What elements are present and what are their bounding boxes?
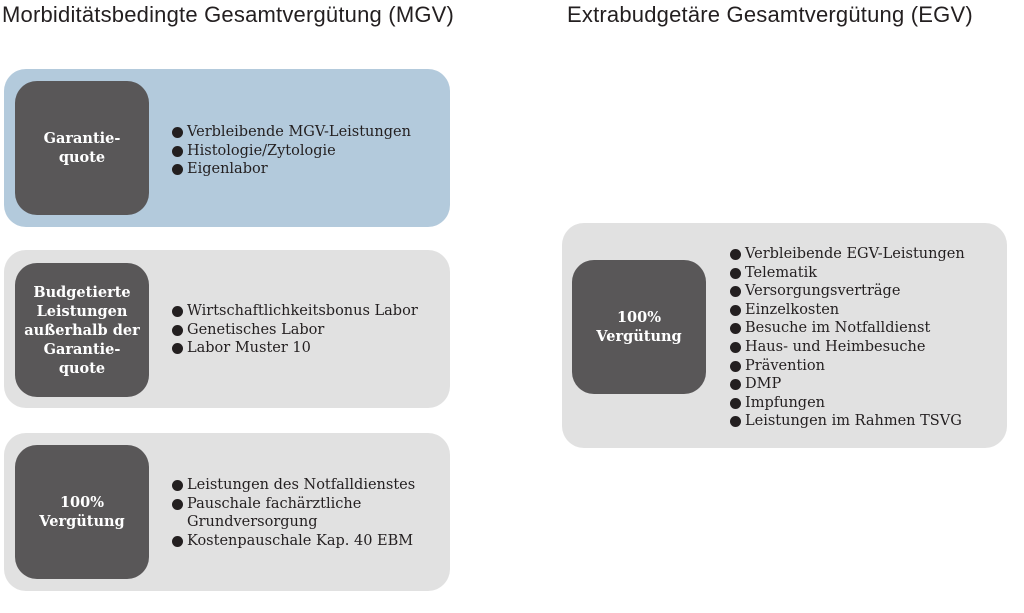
list-item: Telematik xyxy=(730,264,965,283)
egv-list-vollverguetung xyxy=(730,245,965,431)
list-item: Haus- und Heimbesuche xyxy=(730,338,965,357)
list-item: Leistungen im Rahmen TSVG xyxy=(730,412,965,431)
list-item: Besuche im Notfalldienst xyxy=(730,319,965,338)
list-item: Labor Muster 10 xyxy=(172,339,418,358)
list-item: Leistungen des Notfalldienstes xyxy=(172,476,415,495)
list-item: Impfungen xyxy=(730,394,965,413)
list-item: Verbleibende EGV-Leistungen xyxy=(730,245,965,264)
egv-heading: Extrabudgetäre Gesamtvergütung (EGV) xyxy=(567,2,973,27)
list-item: Histologie/Zytologie xyxy=(172,142,411,161)
mgv-list-budgetierte-leistungen xyxy=(172,302,418,358)
list-item: Prävention xyxy=(730,357,965,376)
list-item: Kostenpauschale Kap. 40 EBM xyxy=(172,532,415,551)
list-item: Genetisches Labor xyxy=(172,321,418,340)
mgv-list-vollverguetung xyxy=(172,476,415,550)
mgv-label-garantiequote: Garantie- quote xyxy=(15,81,149,215)
mgv-list-garantiequote xyxy=(172,123,411,179)
list-item: DMP xyxy=(730,375,965,394)
egv-label-vollverguetung: 100% Vergütung xyxy=(572,260,706,394)
list-item: Einzelkosten xyxy=(730,301,965,320)
mgv-heading: Morbiditätsbedingte Gesamtvergütung (MGV) xyxy=(2,2,455,27)
mgv-label-vollverguetung: 100% Vergütung xyxy=(15,445,149,579)
list-item: Versorgungsverträge xyxy=(730,282,965,301)
mgv-label-budgetierte-leistungen: Budgetierte Leistungen außerhalb der Garantie- quote xyxy=(15,263,149,397)
list-item: Pauschale fachärztliche Grundversorgung xyxy=(172,495,415,532)
list-item: Wirtschaftlichkeitsbonus Labor xyxy=(172,302,418,321)
list-item: Eigenlabor xyxy=(172,160,411,179)
list-item: Verbleibende MGV-Leistungen xyxy=(172,123,411,142)
